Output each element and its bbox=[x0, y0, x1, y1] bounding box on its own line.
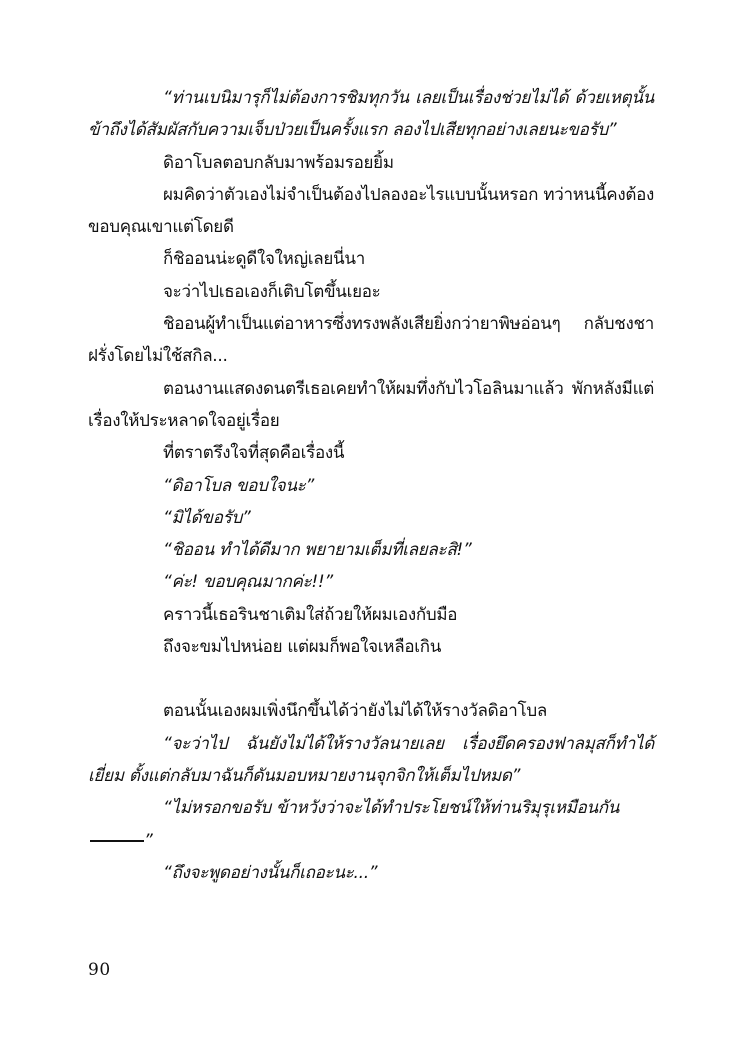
body-text bbox=[88, 82, 654, 889]
paragraph-narration-2: ผมคิดว่าตัวเองไม่จำเป็นต้องไปลองอะไรแบบนั้นหรอก ทว่าหนนี้คงต้องขอบคุณเขาแต่โดยดี bbox=[88, 184, 654, 238]
paragraph-dialogue-rimuru-4: “ถึงจะพูดอย่างนั้นก็เถอะนะ...” bbox=[163, 862, 378, 883]
section-break bbox=[88, 663, 654, 695]
paragraph-dialogue-diablo-3 bbox=[88, 792, 654, 857]
paragraph-narration-9: ถึงจะขมไปหน่อย แต่ผมก็พอใจเหลือเกิน bbox=[163, 637, 442, 658]
paragraph-dialogue-rimuru-1: “ดิอาโบล ขอบใจนะ” bbox=[163, 475, 314, 496]
paragraph-dialogue-diablo-2: “มิได้ขอรับ” bbox=[163, 507, 251, 528]
page-number: 90 bbox=[88, 960, 111, 980]
em-dash-line bbox=[90, 840, 144, 842]
paragraph-dialogue-rimuru-3: “จะว่าไป ฉันยังไม่ได้ให้รางวัลนายเลย เรื่องยึดครองฟาลมุสก็ทำได้เยี่ยม ตั้งแต่กลับมาฉันก็ดันมอบหมายงานจุกจิกให้เต็มไปหมด” bbox=[88, 733, 654, 786]
paragraph-narration-1: ดิอาโบลตอบกลับมาพร้อมรอยยิ้ม bbox=[163, 152, 394, 173]
paragraph-narration-7: ที่ตราตรึงใจที่สุดคือเรื่องนี้ bbox=[163, 443, 345, 464]
paragraph-dialogue-shion-1: “ค่ะ! ขอบคุณมากค่ะ!!” bbox=[163, 572, 333, 593]
paragraph-narration-5: ชิออนผู้ทำเป็นแต่อาหารซึ่งทรงพลังเสียยิ่งกว่ายาพิษอ่อนๆ กลับชงชาฝรั่งโดยไม่ใช้สกิล... bbox=[88, 314, 654, 367]
paragraph-narration-6: ตอนงานแสดงดนตรีเธอเคยทำให้ผมทึ่งกับไวโอลินมาแล้ว พักหลังมีแต่เรื่องให้ประหลาดใจอยู่เรื่อย bbox=[88, 378, 654, 431]
dialogue-diablo-3-close-quote: ” bbox=[144, 830, 153, 851]
dialogue-diablo-3-text: “ไม่หรอกขอรับ ข้าหวังว่าจะได้ทำประโยชน์ให้ท่านริมุรุเหมือนกัน bbox=[163, 798, 620, 819]
paragraph-narration-3: ก็ชิออนน่ะดูดีใจใหญ่เลยนี่นา bbox=[163, 249, 365, 270]
paragraph-dialogue-diablo-1: “ท่านเบนิมารุก็ไม่ต้องการชิมทุกวัน เลยเป็นเรื่องช่วยไม่ได้ ด้วยเหตุนั้นข้าถึงได้สัมผัสกับความเจ็บป่วยเป็นครั้งแรก ลองไปเสียทุกอย่างเลยนะขอรับ” bbox=[88, 88, 654, 141]
paragraph-narration-10: ตอนนั้นเองผมเพิ่งนึกขึ้นได้ว่ายังไม่ได้ให้รางวัลดิอาโบล bbox=[163, 701, 547, 722]
paragraph-narration-4: จะว่าไปเธอเองก็เติบโตขึ้นเยอะ bbox=[163, 281, 381, 302]
paragraph-dialogue-rimuru-2: “ชิออน ทำได้ดีมาก พยายามเต็มที่เลยละสิ!” bbox=[163, 540, 472, 561]
paragraph-narration-8: คราวนี้เธอรินชาเติมใส่ถ้วยให้ผมเองกับมือ bbox=[163, 604, 458, 625]
